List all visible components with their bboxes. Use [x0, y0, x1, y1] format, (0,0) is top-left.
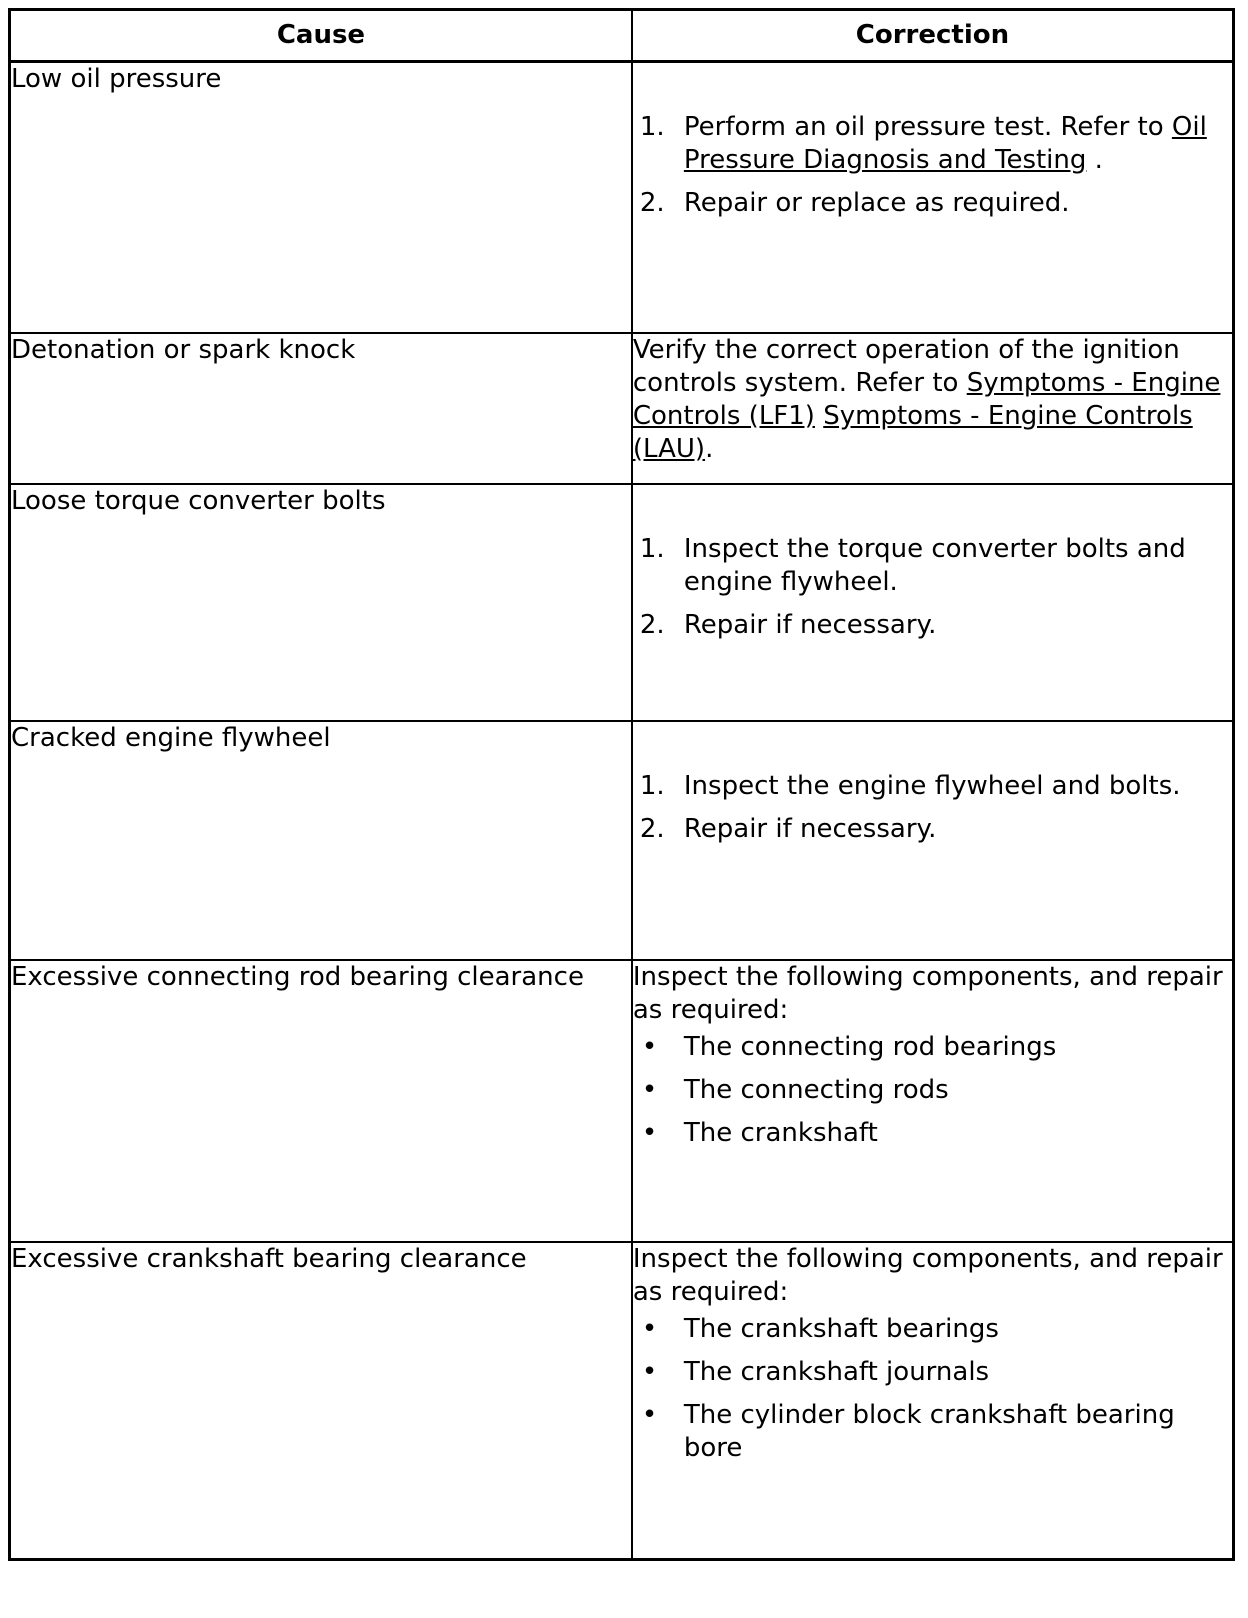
cause-cell: Cracked engine flywheel — [10, 721, 632, 960]
step-number: 2. — [639, 813, 665, 844]
bullet-icon: • — [641, 1117, 658, 1148]
bullet-icon: • — [641, 1313, 658, 1344]
bullet-icon: • — [641, 1356, 658, 1387]
step-item — [633, 187, 1232, 220]
component-text: The cylinder block crankshaft bearing bore — [683, 1399, 1175, 1463]
step-number: 1. — [639, 533, 665, 564]
cause-cell: Excessive crankshaft bearing clearance — [10, 1242, 632, 1560]
header-correction: Correction — [632, 10, 1234, 62]
component-text: The connecting rods — [683, 1074, 949, 1105]
table-row — [10, 484, 1234, 721]
correction-text-after: . — [705, 433, 714, 464]
component-item — [633, 1356, 1232, 1389]
table-header-row — [10, 10, 1234, 62]
symptoms-engine-controls-lau-link[interactable]: Symptoms - Engine Controls (LAU) — [632, 400, 1193, 464]
steps-list — [633, 770, 1232, 846]
correction-cell — [632, 484, 1234, 721]
step-text: Repair or replace as required. — [683, 188, 1070, 218]
table-row — [10, 721, 1234, 960]
correction-cell — [632, 1242, 1234, 1560]
step-number: 2. — [639, 188, 665, 218]
component-item — [633, 1031, 1232, 1064]
table-row — [10, 960, 1234, 1242]
step-text: Repair if necessary. — [683, 813, 937, 844]
bullet-icon: • — [641, 1074, 658, 1105]
table-row — [10, 62, 1234, 333]
oil-pressure-diagnosis-link[interactable]: Oil Pressure Diagnosis and Testing — [683, 112, 1207, 175]
step-text: Repair if necessary. — [683, 609, 937, 640]
component-item — [633, 1399, 1232, 1465]
header-cause: Cause — [10, 10, 632, 62]
component-item — [633, 1313, 1232, 1346]
correction-cell — [632, 333, 1234, 484]
component-item — [633, 1117, 1232, 1150]
cause-cell: Low oil pressure — [10, 62, 632, 333]
component-text: The connecting rod bearings — [683, 1031, 1057, 1062]
bullet-icon: • — [641, 1399, 658, 1430]
correction-cell — [632, 62, 1234, 333]
component-text: The crankshaft journals — [683, 1356, 990, 1387]
step-item — [633, 813, 1232, 846]
cause-cell: Excessive connecting rod bearing clearance — [10, 960, 632, 1242]
step-number: 1. — [639, 770, 665, 801]
step-text-after: . — [1086, 145, 1103, 175]
step-number: 1. — [639, 112, 665, 142]
cause-cell: Loose torque converter bolts — [10, 484, 632, 721]
step-item — [633, 533, 1232, 599]
step-item — [633, 609, 1232, 642]
step-item — [633, 770, 1232, 803]
symptoms-engine-controls-lf1-link[interactable]: Symptoms - Engine Controls (LF1) — [632, 367, 1221, 431]
correction-lead-text: Inspect the following components, and repair as required: — [632, 961, 1223, 1025]
step-text: Inspect the torque converter bolts and engine flywheel. — [683, 533, 1186, 597]
correction-text: Verify the correct operation of the ignition controls system. Refer to — [632, 334, 1180, 398]
diagnostic-table — [8, 8, 1235, 1561]
cause-cell: Detonation or spark knock — [10, 333, 632, 484]
bullet-icon: • — [641, 1031, 658, 1062]
step-item — [633, 111, 1232, 177]
table-row — [10, 1242, 1234, 1560]
correction-lead-text: Inspect the following components, and repair as required: — [632, 1243, 1223, 1307]
step-number: 2. — [639, 609, 665, 640]
component-text: The crankshaft — [683, 1117, 878, 1148]
step-text: Perform an oil pressure test. Refer to — [683, 112, 1172, 142]
steps-list — [633, 111, 1232, 220]
step-text: Inspect the engine flywheel and bolts. — [683, 770, 1181, 801]
correction-cell — [632, 960, 1234, 1242]
component-text: The crankshaft bearings — [683, 1313, 999, 1344]
component-list — [633, 1031, 1232, 1150]
correction-cell — [632, 721, 1234, 960]
component-list — [633, 1313, 1232, 1465]
steps-list — [633, 533, 1232, 642]
component-item — [633, 1074, 1232, 1107]
table-row — [10, 333, 1234, 484]
